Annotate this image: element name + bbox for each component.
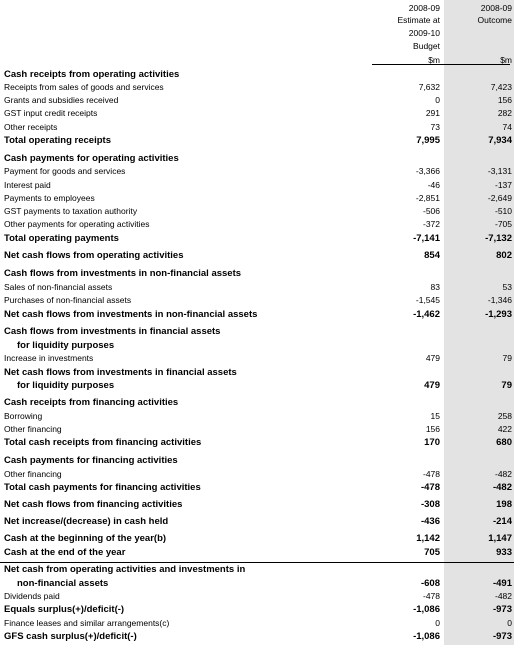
row-label: Net cash from operating activities and investments in — [4, 564, 246, 575]
row-label: Cash flows from investments in non-financial assets — [4, 268, 242, 279]
row-label: Other receipts — [4, 122, 58, 132]
table-row — [0, 95, 514, 108]
table-row — [0, 516, 514, 529]
header-rule — [372, 64, 510, 65]
row-label: Net increase/(decrease) in cash held — [4, 516, 169, 527]
table-row — [0, 153, 514, 166]
table-row — [0, 250, 514, 263]
table-row — [0, 411, 514, 424]
outcome-value: -510 — [494, 206, 512, 216]
estimate-value: -608 — [420, 578, 440, 589]
table-row — [0, 397, 514, 410]
row-label: Net cash flows from investments in non-financial assets — [4, 309, 258, 320]
estimate-value: 0 — [435, 618, 440, 628]
row-label: Payments to employees — [4, 193, 95, 203]
row-label: Total operating receipts — [4, 135, 111, 146]
table-row — [0, 206, 514, 219]
table-row — [0, 108, 514, 121]
row-label: Total operating payments — [4, 233, 119, 244]
estimate-value: -478 — [422, 591, 440, 601]
table-row — [0, 326, 514, 339]
outcome-value: 7,423 — [490, 82, 512, 92]
estimate-value: 291 — [425, 108, 440, 118]
estimate-value: 15 — [430, 411, 440, 421]
estimate-value: -308 — [420, 499, 440, 510]
table-row — [0, 547, 514, 560]
row-label: Payment for goods and services — [4, 166, 126, 176]
outcome-value: -482 — [494, 591, 512, 601]
row-label: Other financing — [4, 424, 62, 434]
row-label: for liquidity purposes — [17, 380, 115, 391]
table-row — [0, 295, 514, 308]
header-estimate-line: 2009-10 — [408, 28, 440, 38]
outcome-value: 156 — [497, 95, 512, 105]
row-label: Other financing — [4, 469, 62, 479]
header-outcome-line: Outcome — [477, 15, 512, 25]
header-outcome-line: 2008-09 — [480, 3, 512, 13]
estimate-value: -506 — [422, 206, 440, 216]
table-row — [0, 578, 514, 591]
estimate-value: 7,995 — [416, 135, 440, 146]
estimate-value: -1,545 — [415, 295, 440, 305]
row-label: Net cash flows from investments in financial assets — [4, 367, 237, 378]
outcome-value: -7,132 — [485, 233, 512, 244]
header-estimate-line: Estimate at — [397, 15, 440, 25]
estimate-value: 479 — [425, 353, 440, 363]
row-label: Cash receipts from financing activities — [4, 397, 179, 408]
row-label: Total cash receipts from financing activities — [4, 437, 202, 448]
outcome-value: 933 — [496, 547, 512, 558]
row-label: Total cash payments for financing activities — [4, 482, 201, 493]
outcome-value: -137 — [494, 180, 512, 190]
estimate-value: 156 — [425, 424, 440, 434]
outcome-value: -2,649 — [487, 193, 512, 203]
estimate-value: -1,086 — [413, 604, 440, 615]
outcome-value: -1,293 — [485, 309, 512, 320]
table-row — [0, 380, 514, 393]
outcome-value: 7,934 — [488, 135, 512, 146]
row-label: Receipts from sales of goods and services — [4, 82, 164, 92]
row-label: Net cash flows from financing activities — [4, 499, 183, 510]
table-row — [0, 604, 514, 617]
estimate-value: 854 — [424, 250, 440, 261]
outcome-value: -214 — [492, 516, 512, 527]
table-row — [0, 282, 514, 295]
estimate-value: -1,462 — [413, 309, 440, 320]
row-label: Borrowing — [4, 411, 43, 421]
outcome-value: 79 — [501, 380, 512, 391]
estimate-value: 73 — [430, 122, 440, 132]
table-row — [0, 135, 514, 148]
outcome-value: 53 — [502, 282, 512, 292]
table-row — [0, 455, 514, 468]
table-row — [0, 180, 514, 193]
table-row — [0, 499, 514, 512]
outcome-value: 422 — [497, 424, 512, 434]
estimate-value: 1,142 — [416, 533, 440, 544]
estimate-value: -3,366 — [415, 166, 440, 176]
row-label: Purchases of non-financial assets — [4, 295, 132, 305]
row-label: Interest paid — [4, 180, 51, 190]
table-row — [0, 340, 514, 353]
table-row — [0, 533, 514, 546]
table-row — [0, 482, 514, 495]
estimate-value: 170 — [424, 437, 440, 448]
table-row — [0, 631, 514, 644]
outcome-value: -705 — [494, 219, 512, 229]
outcome-value: 74 — [502, 122, 512, 132]
row-label: Cash at the end of the year — [4, 547, 126, 558]
table-row — [0, 233, 514, 246]
estimate-value: 7,632 — [418, 82, 440, 92]
estimate-value: 479 — [424, 380, 440, 391]
header-outcome-unit: $m — [500, 55, 512, 65]
outcome-value: 680 — [496, 437, 512, 448]
outcome-value: 802 — [496, 250, 512, 261]
table-row — [0, 424, 514, 437]
row-label: Net cash flows from operating activities — [4, 250, 184, 261]
outcome-value: 0 — [507, 618, 512, 628]
outcome-value: -491 — [492, 578, 512, 589]
row-label: Other payments for operating activities — [4, 219, 150, 229]
estimate-value: -478 — [420, 482, 440, 493]
outcome-value: -973 — [492, 631, 512, 642]
header-estimate-line: Budget — [413, 41, 440, 51]
table-row — [0, 69, 514, 82]
outcome-value: -973 — [492, 604, 512, 615]
row-label: GST payments to taxation authority — [4, 206, 138, 216]
outcome-value: 1,147 — [488, 533, 512, 544]
row-label: GST input credit receipts — [4, 108, 98, 118]
estimate-value: 83 — [430, 282, 440, 292]
table-row — [0, 309, 514, 322]
row-label: Grants and subsidies received — [4, 95, 119, 105]
row-label: for liquidity purposes — [17, 340, 115, 351]
estimate-value: 705 — [424, 547, 440, 558]
outcome-value: 79 — [502, 353, 512, 363]
table-row — [0, 219, 514, 232]
estimate-value: -2,851 — [415, 193, 440, 203]
outcome-value: 258 — [497, 411, 512, 421]
row-label: GFS cash surplus(+)/deficit(-) — [4, 631, 137, 642]
table-row — [0, 469, 514, 482]
header-estimate-unit: $m — [428, 55, 440, 65]
table-row — [0, 367, 514, 380]
row-label: Cash receipts from operating activities — [4, 69, 180, 80]
table-row — [0, 268, 514, 281]
header-estimate-line: 2008-09 — [408, 3, 440, 13]
row-label: non-financial assets — [17, 578, 109, 589]
table-row — [0, 122, 514, 135]
outcome-value: 282 — [497, 108, 512, 118]
row-label: Sales of non-financial assets — [4, 282, 113, 292]
row-label: Cash flows from investments in financial assets — [4, 326, 221, 337]
table-row — [0, 437, 514, 450]
row-label: Increase in investments — [4, 353, 94, 363]
outcome-value: -482 — [494, 469, 512, 479]
outcome-value: -1,346 — [487, 295, 512, 305]
estimate-value: 0 — [435, 95, 440, 105]
estimate-value: -436 — [420, 516, 440, 527]
estimate-value: -372 — [422, 219, 440, 229]
estimate-value: -46 — [427, 180, 440, 190]
table-row — [0, 193, 514, 206]
estimate-value: -478 — [422, 469, 440, 479]
table-row — [0, 82, 514, 95]
table-row — [0, 618, 514, 631]
row-label: Equals surplus(+)/deficit(-) — [4, 604, 125, 615]
table-row — [0, 353, 514, 366]
row-label: Cash payments for operating activities — [4, 153, 179, 164]
outcome-value: -482 — [492, 482, 512, 493]
table-row — [0, 564, 514, 577]
outcome-value: -3,131 — [487, 166, 512, 176]
row-label: Cash payments for financing activities — [4, 455, 178, 466]
estimate-value: -7,141 — [413, 233, 440, 244]
row-label: Cash at the beginning of the year(b) — [4, 533, 167, 544]
table-row — [0, 591, 514, 604]
outcome-value: 198 — [496, 499, 512, 510]
table-row — [0, 166, 514, 179]
row-label: Dividends paid — [4, 591, 60, 601]
estimate-value: -1,086 — [413, 631, 440, 642]
section-rule — [0, 562, 514, 563]
row-label: Finance leases and similar arrangements(c) — [4, 618, 170, 628]
